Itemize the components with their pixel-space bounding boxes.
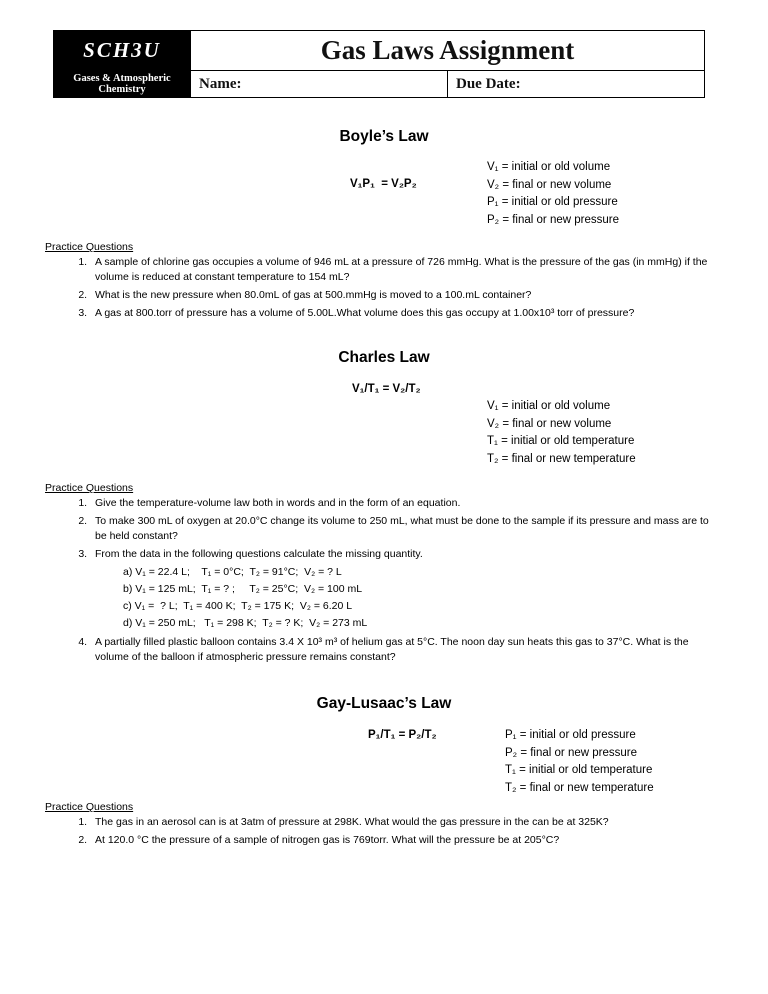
- gay-lussac-formula: P₁/T₁ = P₂/T₂: [368, 729, 437, 741]
- question-item: 4. A partially filled plastic balloon contains 3.4 X 10³ m³ of helium gas at 5°C. The noon day sun heats this gas to 37°C. What is the volume of the balloon if atmospheric pressure remains constant?: [90, 635, 710, 665]
- name-label: Name:: [191, 71, 448, 98]
- practice-questions-label: Practice Questions: [45, 241, 134, 253]
- boyle-heading: Boyle’s Law: [339, 128, 429, 145]
- definition-line: T₁ = initial or old temperature: [487, 435, 635, 447]
- boyle-formula-block: [0, 159, 768, 229]
- gay-lussac-definitions: [505, 727, 768, 797]
- question-item: 2. What is the new pressure when 80.0mL of gas at 500.mmHg is moved to a 100.mL container?: [90, 288, 710, 303]
- header-table: [53, 30, 705, 98]
- sub-item: d) V₁ = 250 mL; T₁ = 298 K; T₂ = ? K; V₂ = 273 mL: [123, 617, 368, 629]
- boyle-definitions: [487, 159, 768, 229]
- question-item: 2. At 120.0 °C the pressure of a sample of nitrogen gas is 769torr. What will the pressure be at 205°C?: [90, 833, 710, 848]
- question-item: [90, 547, 710, 632]
- definition-line: P₁ = initial or old pressure: [487, 196, 618, 208]
- gay-lussac-heading: Gay-Lusaac’s Law: [316, 695, 452, 712]
- definition-line: V₁ = initial or old volume: [487, 161, 611, 173]
- due-date-label: Due Date:: [448, 71, 705, 98]
- definition-line: P₂ = final or new pressure: [487, 213, 619, 226]
- charles-formula: V₁/T₁ = V₂/T₂: [352, 383, 421, 395]
- question-item: 1. Give the temperature-volume law both in words and in the form of an equation.: [90, 496, 710, 511]
- definition-line: V₂ = final or new volume: [487, 178, 612, 191]
- assignment-title: Gas Laws Assignment: [191, 31, 705, 71]
- definition-line: P₂ = final or new pressure: [505, 746, 637, 759]
- charles-definitions: [487, 398, 768, 468]
- definition-line: T₂ = final or new temperature: [505, 781, 654, 794]
- boyle-questions-list: [62, 255, 710, 321]
- gay-lussac-formula-block: [0, 727, 768, 797]
- practice-questions-label: Practice Questions: [45, 801, 134, 813]
- gay-lussac-questions-list: [62, 815, 710, 848]
- question-item: 1. The gas in an aerosol can is at 3atm of pressure at 298K. What would the gas pressure in the can be at 325K?: [90, 815, 710, 830]
- question-item: 3. A gas at 800.torr of pressure has a volume of 5.00L.What volume does this gas occupy at 1.00x10³ torr of pressure?: [90, 306, 710, 321]
- charles-subitems: [123, 564, 710, 632]
- practice-questions-label: Practice Questions: [45, 482, 134, 494]
- charles-questions-list: [62, 496, 710, 665]
- boyle-formula: V₁P₁ = V₂P₂: [350, 178, 417, 190]
- definition-line: V₂ = final or new volume: [487, 417, 612, 430]
- sub-item: b) V₁ = 125 mL; T₁ = ? ; T₂ = 25°C; V₂ = 100 mL: [123, 583, 363, 595]
- question-text: From the data in the following questions calculate the missing quantity.: [95, 548, 423, 560]
- charles-law-section: [0, 349, 768, 665]
- course-code-logo: SCH3U: [54, 31, 191, 71]
- gay-lussac-law-section: [0, 695, 768, 848]
- boyles-law-section: [0, 128, 768, 321]
- question-item: 2. To make 300 mL of oxygen at 20.0°C change its volume to 250 mL, what must be done to the sample if its pressure and mass are to be held constant?: [90, 514, 710, 544]
- definition-line: T₁ = initial or old temperature: [505, 764, 653, 776]
- sub-item: a) V₁ = 22.4 L; T₁ = 0°C; T₂ = 91°C; V₂ = ? L: [123, 566, 342, 578]
- sub-item: c) V₁ = ? L; T₁ = 400 K; T₂ = 175 K; V₂ = 6.20 L: [123, 600, 353, 612]
- charles-heading: Charles Law: [338, 349, 430, 366]
- definition-line: T₂ = final or new temperature: [487, 452, 636, 465]
- definition-line: P₁ = initial or old pressure: [505, 729, 636, 741]
- course-subtitle: Gases & Atmospheric Chemistry: [54, 71, 191, 98]
- definition-line: V₁ = initial or old volume: [487, 400, 611, 412]
- question-item: 1. A sample of chlorine gas occupies a volume of 946 mL at a pressure of 726 mmHg. What is the pressure of the gas (in mmHg) if the volume is reduced at constant temperature to 154 mL?: [90, 255, 710, 285]
